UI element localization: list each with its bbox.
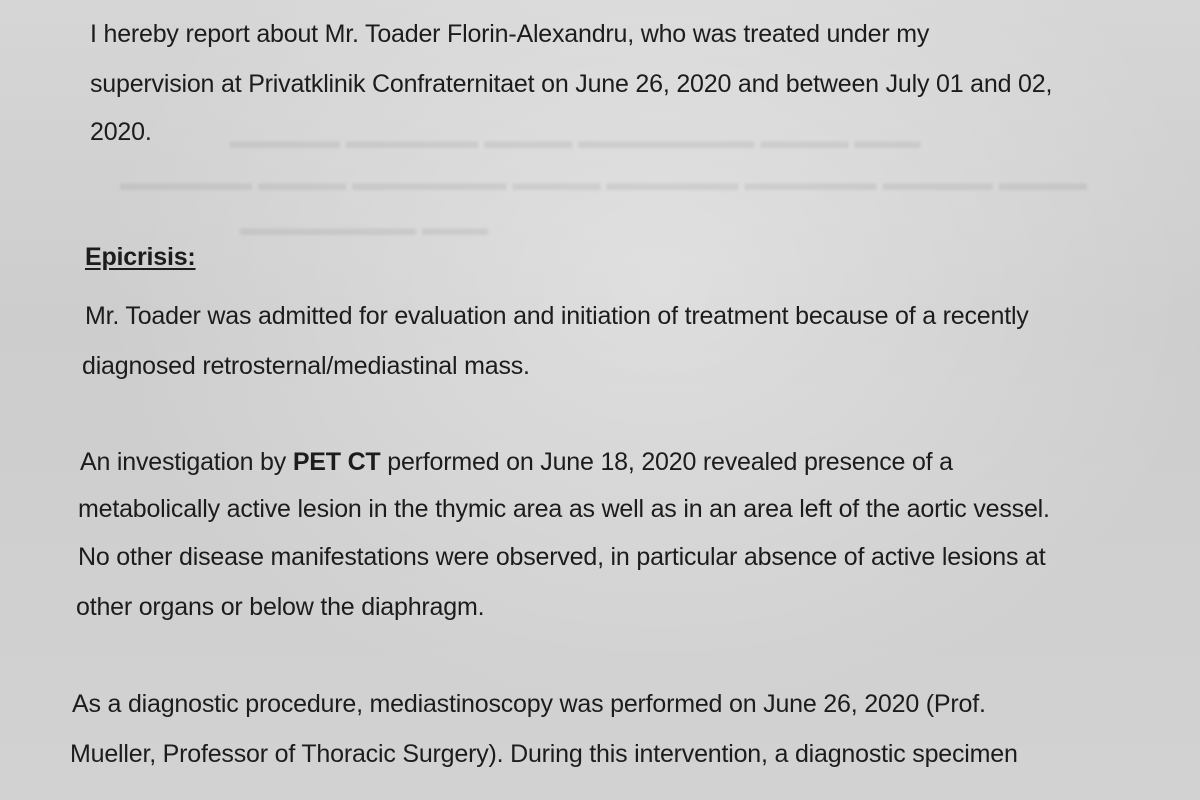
bleed-through-text: ▬▬▬▬▬▬▬▬ ▬▬▬ [240, 215, 489, 240]
intro-line-3: 2020. [90, 118, 152, 146]
paragraph-2-line-1-text: performed on June 18, 2020 revealed presence of a [380, 448, 953, 476]
paragraph-1-line-1: Mr. Toader was admitted for evaluation and initiation of treatment because of a recently [85, 302, 1029, 330]
section-heading-epicrisis: Epicrisis: [85, 243, 196, 271]
intro-line-2: supervision at Privatklinik Confraternitaet on June 26, 2020 and between July 01 and 02, [90, 70, 1053, 98]
bleed-through-text: ▬▬▬▬▬▬ ▬▬▬▬ ▬▬▬▬▬▬▬ ▬▬▬▬ ▬▬▬▬▬▬ ▬▬▬▬▬▬ ▬▬▬▬▬ ▬▬▬▬ [120, 170, 1087, 195]
paragraph-2-line-1 [80, 448, 953, 477]
paragraph-2-line-3: No other disease manifestations were observed, in particular absence of active lesions at [78, 543, 1046, 571]
bleed-through-text: ▬▬▬▬▬ ▬▬▬▬▬▬ ▬▬▬▬ ▬▬▬▬▬▬▬▬ ▬▬▬▬ ▬▬▬ [230, 128, 921, 153]
paragraph-2-line-4: other organs or below the diaphragm. [76, 593, 485, 621]
pet-ct-term: PET CT [292, 448, 381, 476]
paragraph-3-line-1: As a diagnostic procedure, mediastinoscopy was performed on June 26, 2020 (Prof. [72, 690, 986, 718]
paragraph-2-line-2: metabolically active lesion in the thymic area as well as in an area left of the aortic vessel. [78, 495, 1050, 523]
paragraph-2-line-1-text: An investigation by [80, 448, 293, 476]
paragraph-1-line-2: diagnosed retrosternal/mediastinal mass. [82, 352, 530, 380]
intro-line-1: I hereby report about Mr. Toader Florin-Alexandru, who was treated under my [90, 20, 930, 48]
paragraph-3-line-2: Mueller, Professor of Thoracic Surgery). During this intervention, a diagnostic specimen [70, 740, 1018, 768]
